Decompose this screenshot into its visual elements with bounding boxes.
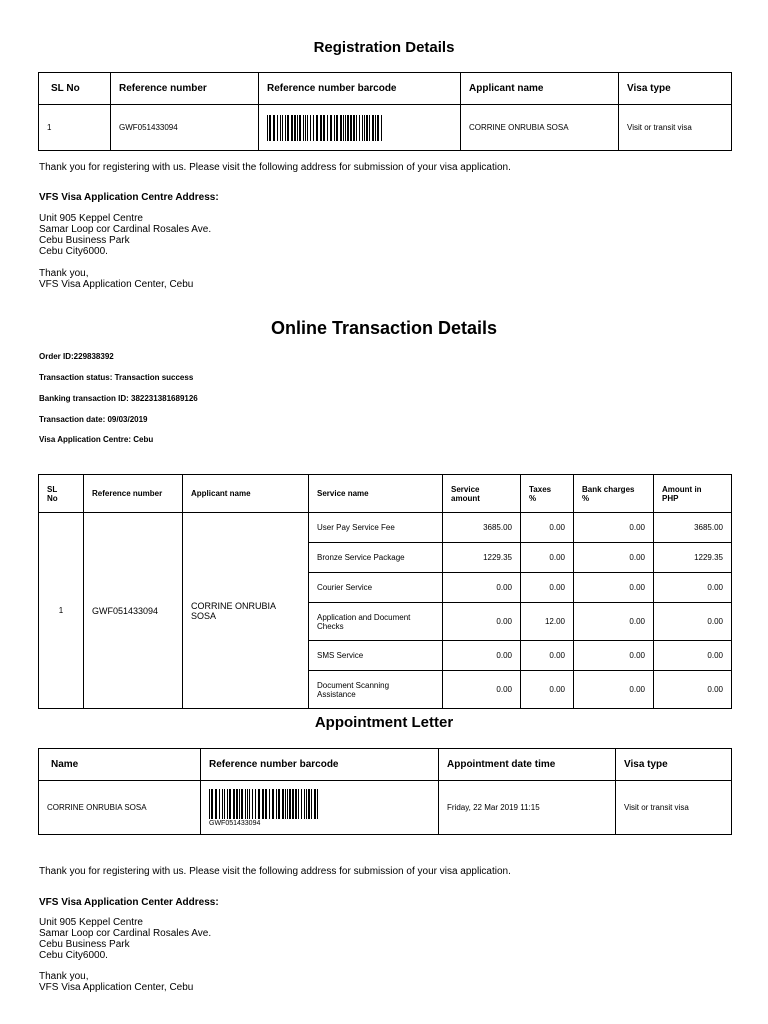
header-line: Service [451,484,480,494]
header-appointment-date-time: Appointment date time [439,749,616,781]
header-service-amount [443,475,521,513]
header-name: Name [39,749,201,781]
header-line: % [529,493,537,503]
appointment-table [38,748,732,835]
header-amount-php [654,475,732,513]
service-name-line: Bronze Service Package [317,553,405,562]
applicant-line: SOSA [191,610,217,621]
header-sl-line: No [47,493,58,503]
service-name-line: Assistance [317,689,356,699]
reference-number-value: GWF051433094 [111,105,259,151]
address-line: Cebu Business Park [39,235,130,246]
service-amount: 0.00 [443,603,521,641]
barcode-cell [259,105,461,151]
header-visa-type: Visa type [619,73,732,105]
address-line: Unit 905 Keppel Centre [39,917,143,928]
header-line: Bank charges [582,484,635,494]
registration-table [38,72,732,151]
visa-type-value: Visit or transit visa [616,781,732,835]
header-reference-barcode: Reference number barcode [201,749,439,781]
amount-php-value: 1229.35 [654,543,732,573]
header-sl-line: SL [47,484,58,494]
header-reference-barcode: Reference number barcode [259,73,461,105]
service-amount: 3685.00 [443,513,521,543]
amount-php-value: 0.00 [654,603,732,641]
sl-value: 1 [39,513,84,709]
bank-charges-value: 0.00 [574,671,654,709]
transaction-title: Online Transaction Details [270,318,498,338]
service-name-line: Courier Service [317,583,373,592]
registration-title: Registration Details [313,39,455,56]
applicant-line: CORRINE ONRUBIA [191,600,277,611]
appointment-datetime-value: Friday, 22 Mar 2019 11:15 [439,781,616,835]
header-line: Amount in [662,484,702,494]
sl-no-value: 1 [39,105,111,151]
appointment-address-heading: VFS Visa Application Center Address: [39,897,219,908]
address-line: Cebu Business Park [39,939,130,950]
appointment-address [39,917,211,961]
address-line: Cebu City6000. [39,246,108,257]
banking-transaction-id: Banking transaction ID: 382231381689126 [39,394,198,403]
taxes-value: 12.00 [521,603,574,641]
service-row [39,513,732,543]
taxes-value: 0.00 [521,573,574,603]
bank-charges-value: 0.00 [574,513,654,543]
registration-thank-you: Thank you for registering with us. Please visit the following address for submission of your visa application. [39,162,511,173]
applicant-name-value [183,513,309,709]
header-sl [39,475,84,513]
barcode-image [267,115,452,141]
registration-address-heading: VFS Visa Application Centre Address: [39,192,219,203]
service-name [309,671,443,709]
appointment-signoff [39,971,193,993]
applicant-name-value: CORRINE ONRUBIA SOSA [461,105,619,151]
registration-address [39,213,211,257]
bank-charges-value: 0.00 [574,641,654,671]
service-name-line: Checks [317,621,344,631]
header-reference-number: Reference number [111,73,259,105]
service-name-line: Application and Document [317,612,411,622]
barcode-image [209,789,430,819]
service-name [309,641,443,671]
bank-charges-value: 0.00 [574,543,654,573]
reference-number-value: GWF051433094 [84,513,183,709]
visa-application-centre: Visa Application Centre: Cebu [39,435,154,444]
taxes-value: 0.00 [521,543,574,573]
taxes-value: 0.00 [521,641,574,671]
bank-charges-value: 0.00 [574,603,654,641]
taxes-value: 0.00 [521,671,574,709]
barcode-text: GWF051433094 [209,819,261,827]
transaction-date: Transaction date: 09/03/2019 [39,415,148,424]
service-name-line: User Pay Service Fee [317,523,395,532]
service-name [309,513,443,543]
header-service-name: Service name [309,475,443,513]
appointment-title: Appointment Letter [314,714,454,731]
header-applicant-name: Applicant name [183,475,309,513]
amount-php-value: 0.00 [654,671,732,709]
service-amount: 1229.35 [443,543,521,573]
header-line: amount [451,493,480,503]
service-name-line: SMS Service [317,651,364,660]
amount-php-value: 0.00 [654,641,732,671]
service-name-line: Document Scanning [317,680,390,690]
amount-php-value: 3685.00 [654,513,732,543]
address-line: Samar Loop cor Cardinal Rosales Ave. [39,224,212,235]
name-value: CORRINE ONRUBIA SOSA [39,781,201,835]
header-taxes [521,475,574,513]
signoff-line: VFS Visa Application Center, Cebu [39,279,194,290]
header-line: % [582,493,590,503]
header-bank-charges [574,475,654,513]
bank-charges-value: 0.00 [574,573,654,603]
header-line: PHP [662,493,679,503]
barcode-cell [201,781,439,835]
appointment-thank-you: Thank you for registering with us. Please visit the following address for submission of your visa application. [39,866,511,877]
address-line: Unit 905 Keppel Centre [39,213,143,224]
signoff-line: VFS Visa Application Center, Cebu [39,982,194,993]
header-visa-type: Visa type [616,749,732,781]
service-amount: 0.00 [443,573,521,603]
transaction-table [38,474,732,709]
amount-php-value: 0.00 [654,573,732,603]
service-name [309,573,443,603]
header-applicant-name: Applicant name [461,73,619,105]
service-name [309,603,443,641]
header-line: Taxes [529,484,552,494]
taxes-value: 0.00 [521,513,574,543]
address-line: Cebu City6000. [39,950,108,961]
visa-type-value: Visit or transit visa [619,105,732,151]
service-amount: 0.00 [443,671,521,709]
signoff-line: Thank you, [39,971,89,982]
signoff-line: Thank you, [39,268,89,279]
header-sl-no: SL No [39,73,111,105]
service-amount: 0.00 [443,641,521,671]
address-line: Samar Loop cor Cardinal Rosales Ave. [39,928,212,939]
header-reference-number: Reference number [84,475,183,513]
transaction-status: Transaction status: Transaction success [39,373,194,382]
order-id: Order ID:229838392 [39,352,114,361]
service-name [309,543,443,573]
registration-signoff [39,268,193,290]
